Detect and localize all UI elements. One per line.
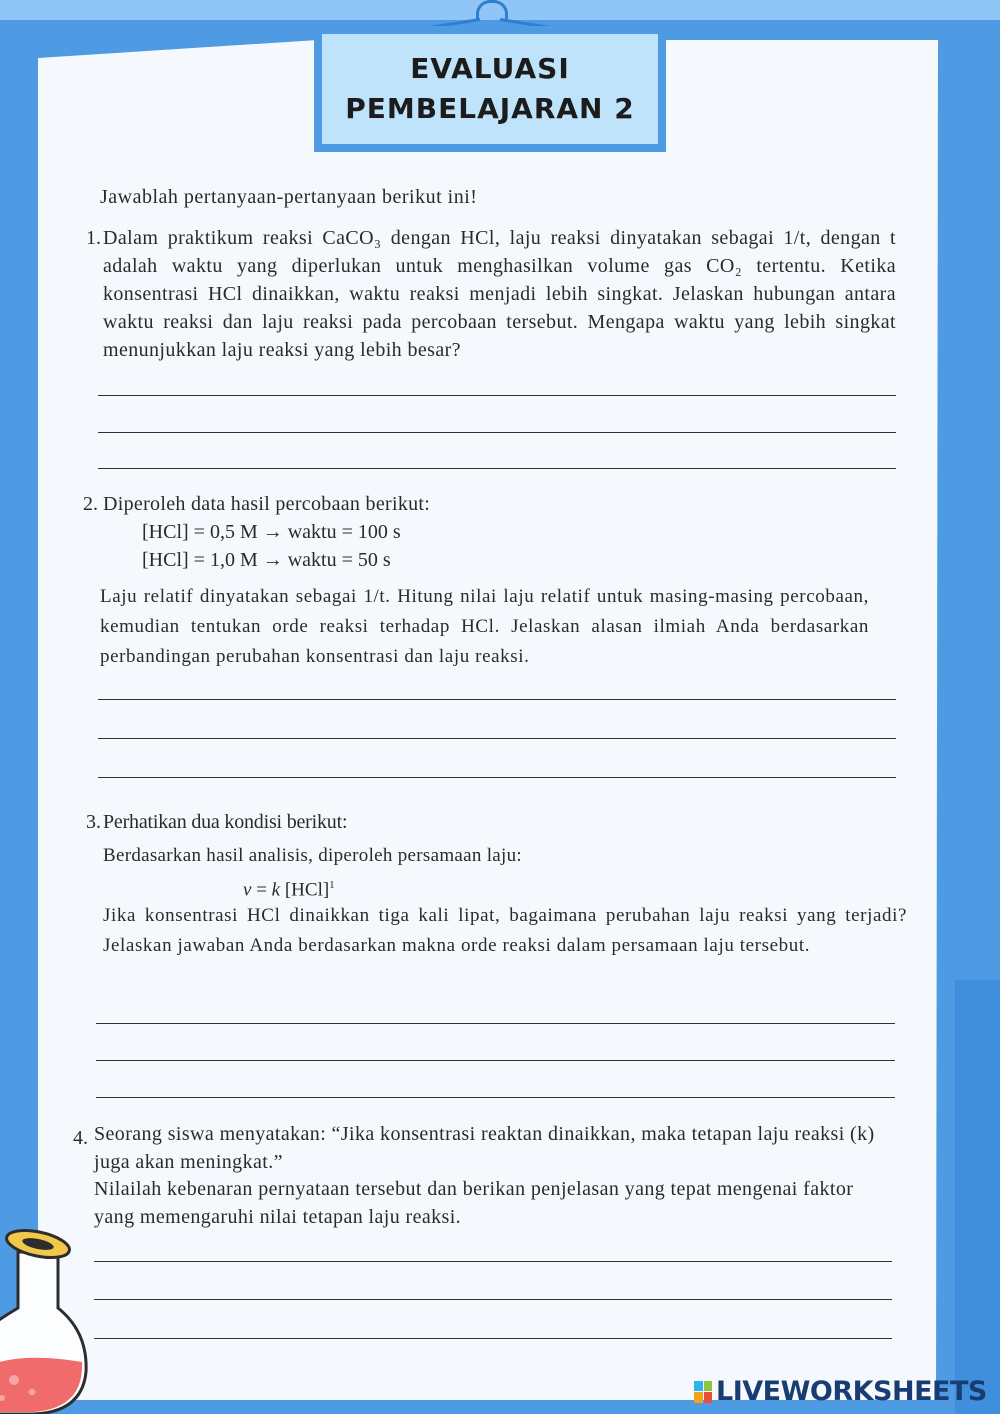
rate-equation: [243, 871, 335, 904]
background-wave: [955, 980, 1000, 1414]
liveworksheets-logo: [694, 1376, 987, 1407]
title-line-2: PEMBELAJARAN 2: [345, 92, 635, 125]
answer-line[interactable]: [98, 395, 896, 396]
answer-line[interactable]: [98, 699, 896, 700]
question-2-number: 2.: [83, 493, 98, 515]
flask-icon: [0, 1222, 90, 1414]
reaction-order-exponent: 1: [329, 879, 335, 891]
answer-line[interactable]: [94, 1299, 892, 1300]
rate-symbol: v: [243, 879, 252, 901]
question-2-text: Laju relatif dinyatakan sebagai 1/t. Hitung nilai laju relatif untuk masing-masing percobaan, kemudian tentukan orde reaksi terhadap HCl. Jelaskan alasan ilmiah Anda berdasarkan perbandingan perubahan konsentrasi dan laju reaksi.: [100, 586, 869, 667]
question-4-number: 4.: [73, 1127, 88, 1149]
answer-line[interactable]: [96, 1023, 895, 1024]
equals-sign: =: [251, 879, 272, 901]
question-4-text: Nilailah kebenaran pernyataan tersebut dan berikan penjelasan yang tepat mengenai faktor yang memengaruhi nilai tetapan laju reaksi.: [94, 1178, 854, 1228]
question-3-line-2: Berdasarkan hasil analisis, diperoleh persamaan laju:: [103, 845, 522, 866]
answer-line[interactable]: [98, 468, 896, 469]
title-line-1: EVALUASI: [410, 52, 570, 85]
question-1-number: 1.: [86, 227, 101, 249]
logo-mark-icon: [694, 1381, 712, 1403]
question-2-data-1: [HCl] = 0,5 M → waktu = 100 s: [142, 521, 401, 543]
question-2-intro: Diperoleh data hasil percobaan berikut:: [103, 493, 431, 515]
question-3-number: 3.: [86, 811, 101, 833]
logo-text: LIVEWORKSHEETS: [716, 1376, 987, 1407]
answer-line[interactable]: [98, 777, 896, 778]
question-3-intro: Perhatikan dua kondisi berikut:: [103, 811, 348, 833]
hanger-knob: [476, 0, 508, 19]
question-1-text: Dalam praktikum reaksi CaCO₃ dengan HCl, laju reaksi dinyatakan sebagai 1/t, dengan t adalah waktu yang diperlukan untuk menghasilkan volume gas CO₂ tertentu. Ketika konsentrasi HCl dinaikkan, waktu reaksi menjadi lebih singkat. Jelaskan hubungan antara waktu reaksi dan laju reaksi pada percobaan tersebut. Mengapa waktu yang lebih singkat menunjukkan laju reaksi yang lebih besar?: [103, 227, 896, 361]
instruction-text: Jawablah pertanyaan-pertanyaan berikut ini!: [100, 186, 478, 208]
answer-line[interactable]: [96, 1097, 895, 1098]
answer-line[interactable]: [98, 738, 896, 739]
question-3-text: Jika konsentrasi HCl dinaikkan tiga kali lipat, bagaimana perubahan laju reaksi yang terjadi? Jelaskan jawaban Anda berdasarkan makna orde reaksi dalam persamaan laju tersebut.: [103, 905, 907, 956]
question-2-data-2: [HCl] = 1,0 M → waktu = 50 s: [142, 549, 391, 571]
answer-line[interactable]: [94, 1338, 892, 1339]
rate-constant-symbol: k: [271, 879, 281, 901]
question-4-statement: Seorang siswa menyatakan: “Jika konsentrasi reaktan dinaikkan, maka tetapan laju reaksi (k) juga akan meningkat.”: [94, 1123, 875, 1173]
answer-line[interactable]: [96, 1060, 895, 1061]
answer-line[interactable]: [94, 1261, 892, 1262]
answer-line[interactable]: [98, 432, 896, 433]
concentration-term: [HCl]: [280, 879, 330, 901]
title-banner: [314, 26, 666, 152]
